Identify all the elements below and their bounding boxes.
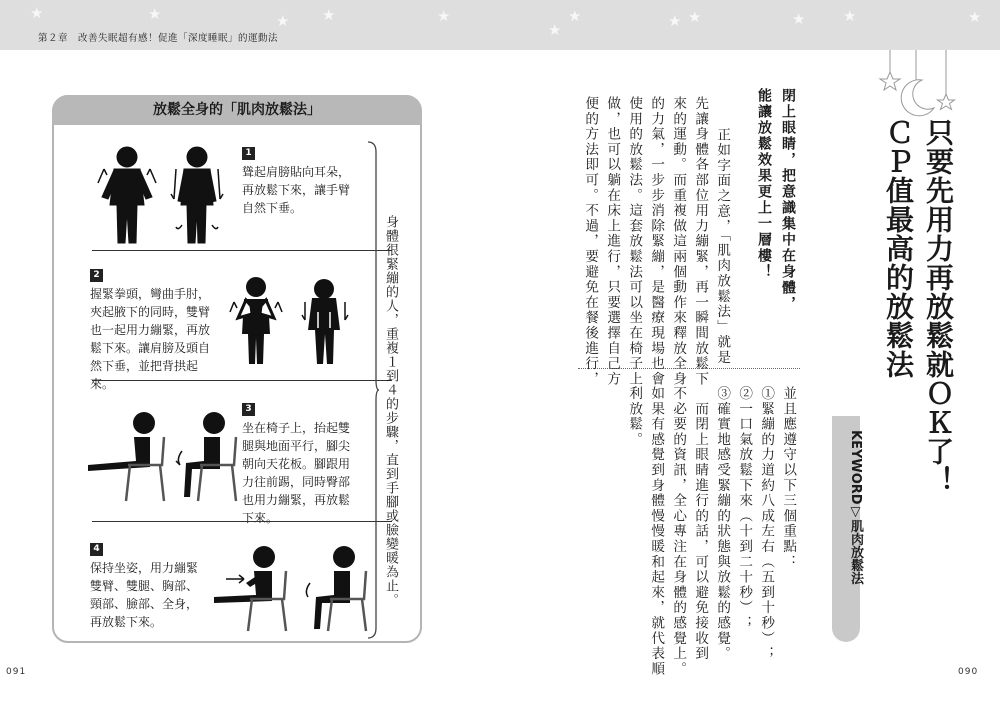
body-column: 先讓身體各部位用力繃緊，再一瞬間放鬆下 bbox=[692, 96, 709, 387]
body-column: ①緊繃的力道約八成左右（五到十秒）； bbox=[758, 386, 775, 662]
divider bbox=[92, 380, 392, 381]
divider bbox=[92, 521, 392, 522]
star-icon: ★ bbox=[148, 5, 162, 23]
star-icon: ★ bbox=[688, 8, 702, 26]
keyword-tag bbox=[832, 416, 863, 642]
step-number-4: 4 bbox=[90, 543, 103, 556]
dotted-divider bbox=[578, 368, 800, 369]
step-text-3: 坐在椅子上，抬起雙 腿與地面平行，腳尖 朝向天花板。腳跟用 力往前踢，同時臀部 也用力繃緊，再放鬆 下來。 bbox=[242, 421, 351, 525]
page-number-right: 090 bbox=[958, 667, 979, 677]
step-number-1: 1 bbox=[242, 147, 255, 160]
star-icon: ★ bbox=[276, 12, 290, 30]
step1-figures bbox=[94, 139, 234, 249]
body-column: 來的運動。而重複做這兩個動作來釋放全身 bbox=[670, 96, 687, 387]
page-title: ＣＰ值最高的放鬆法 bbox=[882, 118, 915, 379]
body-column: ②一口氣放鬆下來（十到二十秒）； bbox=[736, 386, 753, 631]
lead-text: 能讓放鬆效果更上一層樓！ bbox=[756, 88, 772, 280]
side-note: 身體很緊繃的人，重複１到４的步驟，直到手腳或臉變暖為止。 bbox=[383, 215, 398, 607]
star-icon: ★ bbox=[437, 7, 451, 25]
step4-figures bbox=[214, 543, 374, 633]
step2-figures bbox=[224, 272, 359, 367]
body-column: 便的方法即可。不過，要避免在餐後進行， bbox=[582, 96, 599, 387]
body-column: 使用的放鬆法。這套放鬆法可以坐在椅子上 bbox=[626, 96, 643, 387]
star-icon: ★ bbox=[668, 12, 682, 30]
star-icon: ★ bbox=[792, 10, 806, 28]
star-icon: ★ bbox=[322, 6, 336, 24]
step-text-2: 握緊拳頭，彎曲手肘， 夾起腋下的同時，雙臂 也一起用力繃緊，再放 鬆下來。讓肩膀及頭自 然下垂，並把背拱起 來。 bbox=[90, 287, 211, 391]
body-column: 而閉上眼睛進行的話，可以避免接收到 bbox=[692, 386, 709, 662]
star-icon: ★ bbox=[548, 21, 562, 39]
step-number-2: 2 bbox=[90, 269, 103, 282]
crescent-moon-icon bbox=[872, 50, 962, 120]
page-title: 只要先用力再放鬆就ＯＫ了！ bbox=[922, 118, 955, 495]
star-icon: ★ bbox=[843, 7, 857, 25]
body-column: ③確實地感受緊繃的狀態與放鬆的感覺。 bbox=[714, 386, 731, 662]
lead-text: 閉上眼睛，把意識集中在身體， bbox=[780, 88, 796, 312]
step-text-4: 保持坐姿，用力繃緊 雙臂、雙腿、胸部、 頸部、臉部、全身， 再放鬆下來。 bbox=[90, 561, 199, 629]
body-column: 利放鬆。 bbox=[626, 386, 643, 448]
star-icon: ★ bbox=[30, 4, 44, 22]
page-number-left: 091 bbox=[6, 667, 27, 677]
body-column: 的力氣，一步步消除緊繃，是醫療現場也會 bbox=[648, 96, 665, 387]
body-column: 做，也可以躺在床上進行，只要選擇自己方 bbox=[604, 96, 621, 387]
star-icon: ★ bbox=[568, 7, 582, 25]
body-column: 正如字面之意，「肌肉放鬆法」就是 bbox=[714, 112, 731, 366]
step-number-3: 3 bbox=[242, 403, 255, 416]
body-column: 並且應遵守以下三個重點： bbox=[780, 386, 797, 570]
body-column: 不必要的資訊，全心專注在身體的感覺上。 bbox=[670, 386, 687, 677]
step-text-1: 聳起肩膀貼向耳朵， 再放鬆下來，讓手臂 自然下垂。 bbox=[242, 165, 351, 215]
step3-figures bbox=[84, 407, 244, 507]
divider bbox=[92, 250, 392, 251]
box-title: 放鬆全身的「肌肉放鬆法」 bbox=[52, 95, 422, 125]
body-column: 如果有感覺到身體慢慢暖和起來，就代表順 bbox=[648, 386, 665, 677]
star-icon: ★ bbox=[968, 8, 982, 26]
brace-bracket bbox=[366, 140, 380, 640]
keyword-label: KEYWORD▽肌肉放鬆法 bbox=[848, 430, 863, 585]
chapter-header: 第２章 改善失眠超有感！促進「深度睡眠」的運動法 bbox=[38, 33, 279, 44]
